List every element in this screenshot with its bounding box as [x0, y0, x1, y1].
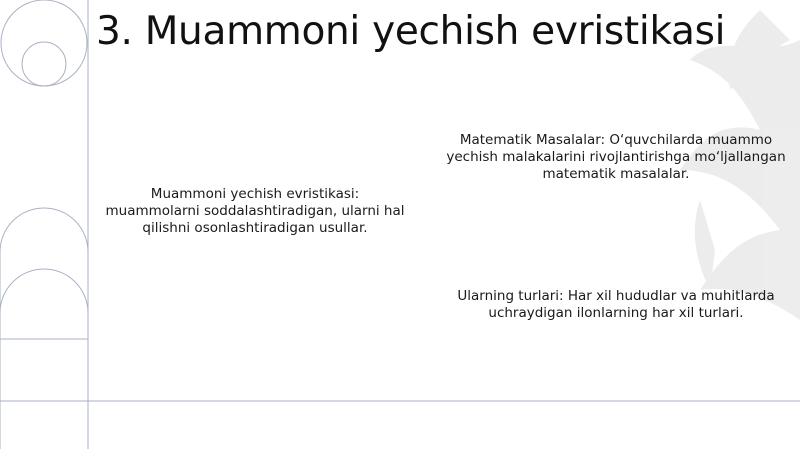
decor-arch-inner: [0, 269, 88, 449]
text-block-math-problems: Matematik Masalalar: O‘quvchilarda muammo yechish malakalarini rivojlantirishga mo‘ljallangan matematik masalalar.: [446, 132, 786, 182]
decor-circle-small: [22, 42, 66, 86]
decor-arch-outer: [0, 208, 88, 449]
text-block-heuristics: Muammoni yechish evristikasi: muammolarni soddalashtiradigan, ularni hal qilishni osonlashtiradigan usullar.: [105, 186, 405, 236]
decor-circle-large: [1, 0, 87, 86]
text-block-types: Ularning turlari: Har xil hududlar va muhitlarda uchraydigan ilonlarning har xil turlari.: [457, 288, 775, 321]
slide-title: 3. Muammoni yechish evristikasi: [96, 9, 726, 54]
